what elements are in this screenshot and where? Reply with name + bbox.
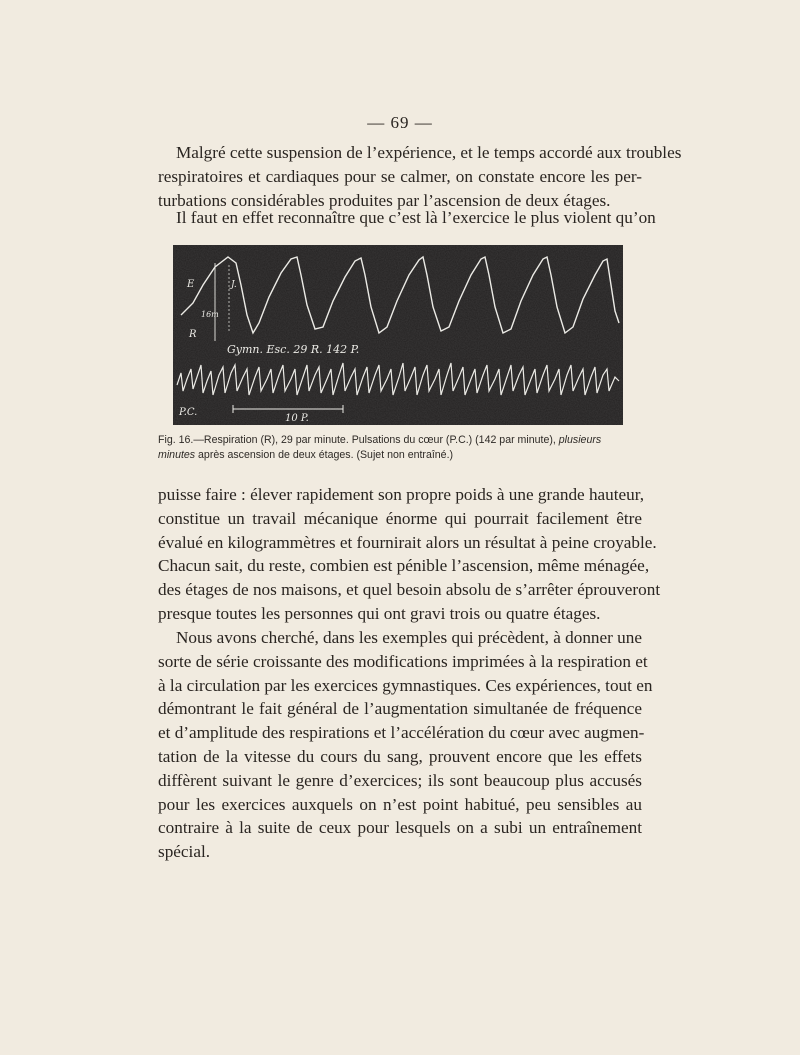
- text-line: presque toutes les personnes qui ont gravi trois ou quatre étages.: [158, 603, 601, 623]
- label-j: J.: [231, 280, 237, 290]
- text-line: à la circulation par les exercices gymnastiques. Ces expériences, tout en: [158, 675, 653, 695]
- text-line: respiratoires et cardiaques pour se calmer, on constate encore les per-: [158, 166, 642, 186]
- caption-italic: plusieurs: [558, 434, 602, 446]
- text-line: des étages de nos maisons, et quel besoin absolu de s’arrêter éprouveront: [158, 580, 661, 600]
- label-scale: 16m: [201, 310, 219, 319]
- text-line: pour les exercices auxquels on n’est point habitué, peu sensibles au: [158, 794, 642, 814]
- text-line: Chacun sait, du reste, combien est pénible l’ascension, même ménagée,: [158, 556, 650, 576]
- text-line: Malgré cette suspension de l’expérience, et le temps accordé aux troubles: [176, 143, 682, 162]
- text-line: sorte de série croissante des modifications imprimées à la respiration et: [158, 651, 648, 671]
- label-time: 10 P.: [285, 413, 309, 424]
- text-line: démontrant le fait général de l’augmentation simultanée de fréquence: [158, 699, 642, 719]
- text-line: et d’amplitude des respirations et l’accélération du cœur avec augmen-: [158, 723, 645, 743]
- paragraph-4: [158, 626, 653, 864]
- text-line: spécial.: [158, 842, 211, 862]
- paragraph-1: [158, 141, 682, 212]
- caption-italic: minutes: [158, 449, 196, 461]
- film-grain: [173, 245, 623, 425]
- paragraph-3: [158, 483, 661, 626]
- figure-respiration-trace: [173, 245, 623, 425]
- text-line: tation de la vitesse du cours du sang, prouvent encore que les effets: [158, 746, 642, 766]
- label-annotation: Gymn. Esc. 29 R. 142 P.: [227, 343, 360, 356]
- caption-line: [158, 433, 646, 448]
- paragraph-2: [158, 206, 656, 230]
- text-line: Il faut en effet reconnaître que c’est là l’exercice le plus violent qu’on: [176, 208, 656, 227]
- label-e: E: [187, 279, 195, 290]
- caption-line: [158, 448, 646, 463]
- figure-caption: [158, 433, 646, 463]
- caption-text: Fig. 16.—Respiration (R), 29 par minute. Pulsations du cœur (P.C.) (142 par minute),: [158, 434, 559, 446]
- label-r: R: [189, 329, 197, 340]
- page-number: — 69 —: [367, 113, 433, 132]
- text-line: turbations considérables produites par l’ascension de deux étages.: [158, 190, 611, 210]
- text-line: évalué en kilogrammètres et fournirait alors un résultat à peine croyable.: [158, 532, 657, 552]
- text-line: puisse faire : élever rapidement son propre poids à une grande hauteur,: [158, 485, 645, 504]
- text-line: constitue un travail mécanique énorme qui pourrait facilement être: [158, 508, 642, 528]
- text-line: contraire à la suite de ceux pour lesquels on a subi un entraînement: [158, 818, 642, 838]
- label-pc: P.C.: [179, 407, 198, 418]
- text-line: diffèrent suivant le genre d’exercices; ils sont beaucoup plus accusés: [158, 770, 642, 790]
- text-line: Nous avons cherché, dans les exemples qui précèdent, à donner une: [176, 628, 642, 647]
- trace-plot: [173, 245, 623, 425]
- caption-text: après ascension de deux étages. (Sujet non entraîné.): [195, 449, 454, 461]
